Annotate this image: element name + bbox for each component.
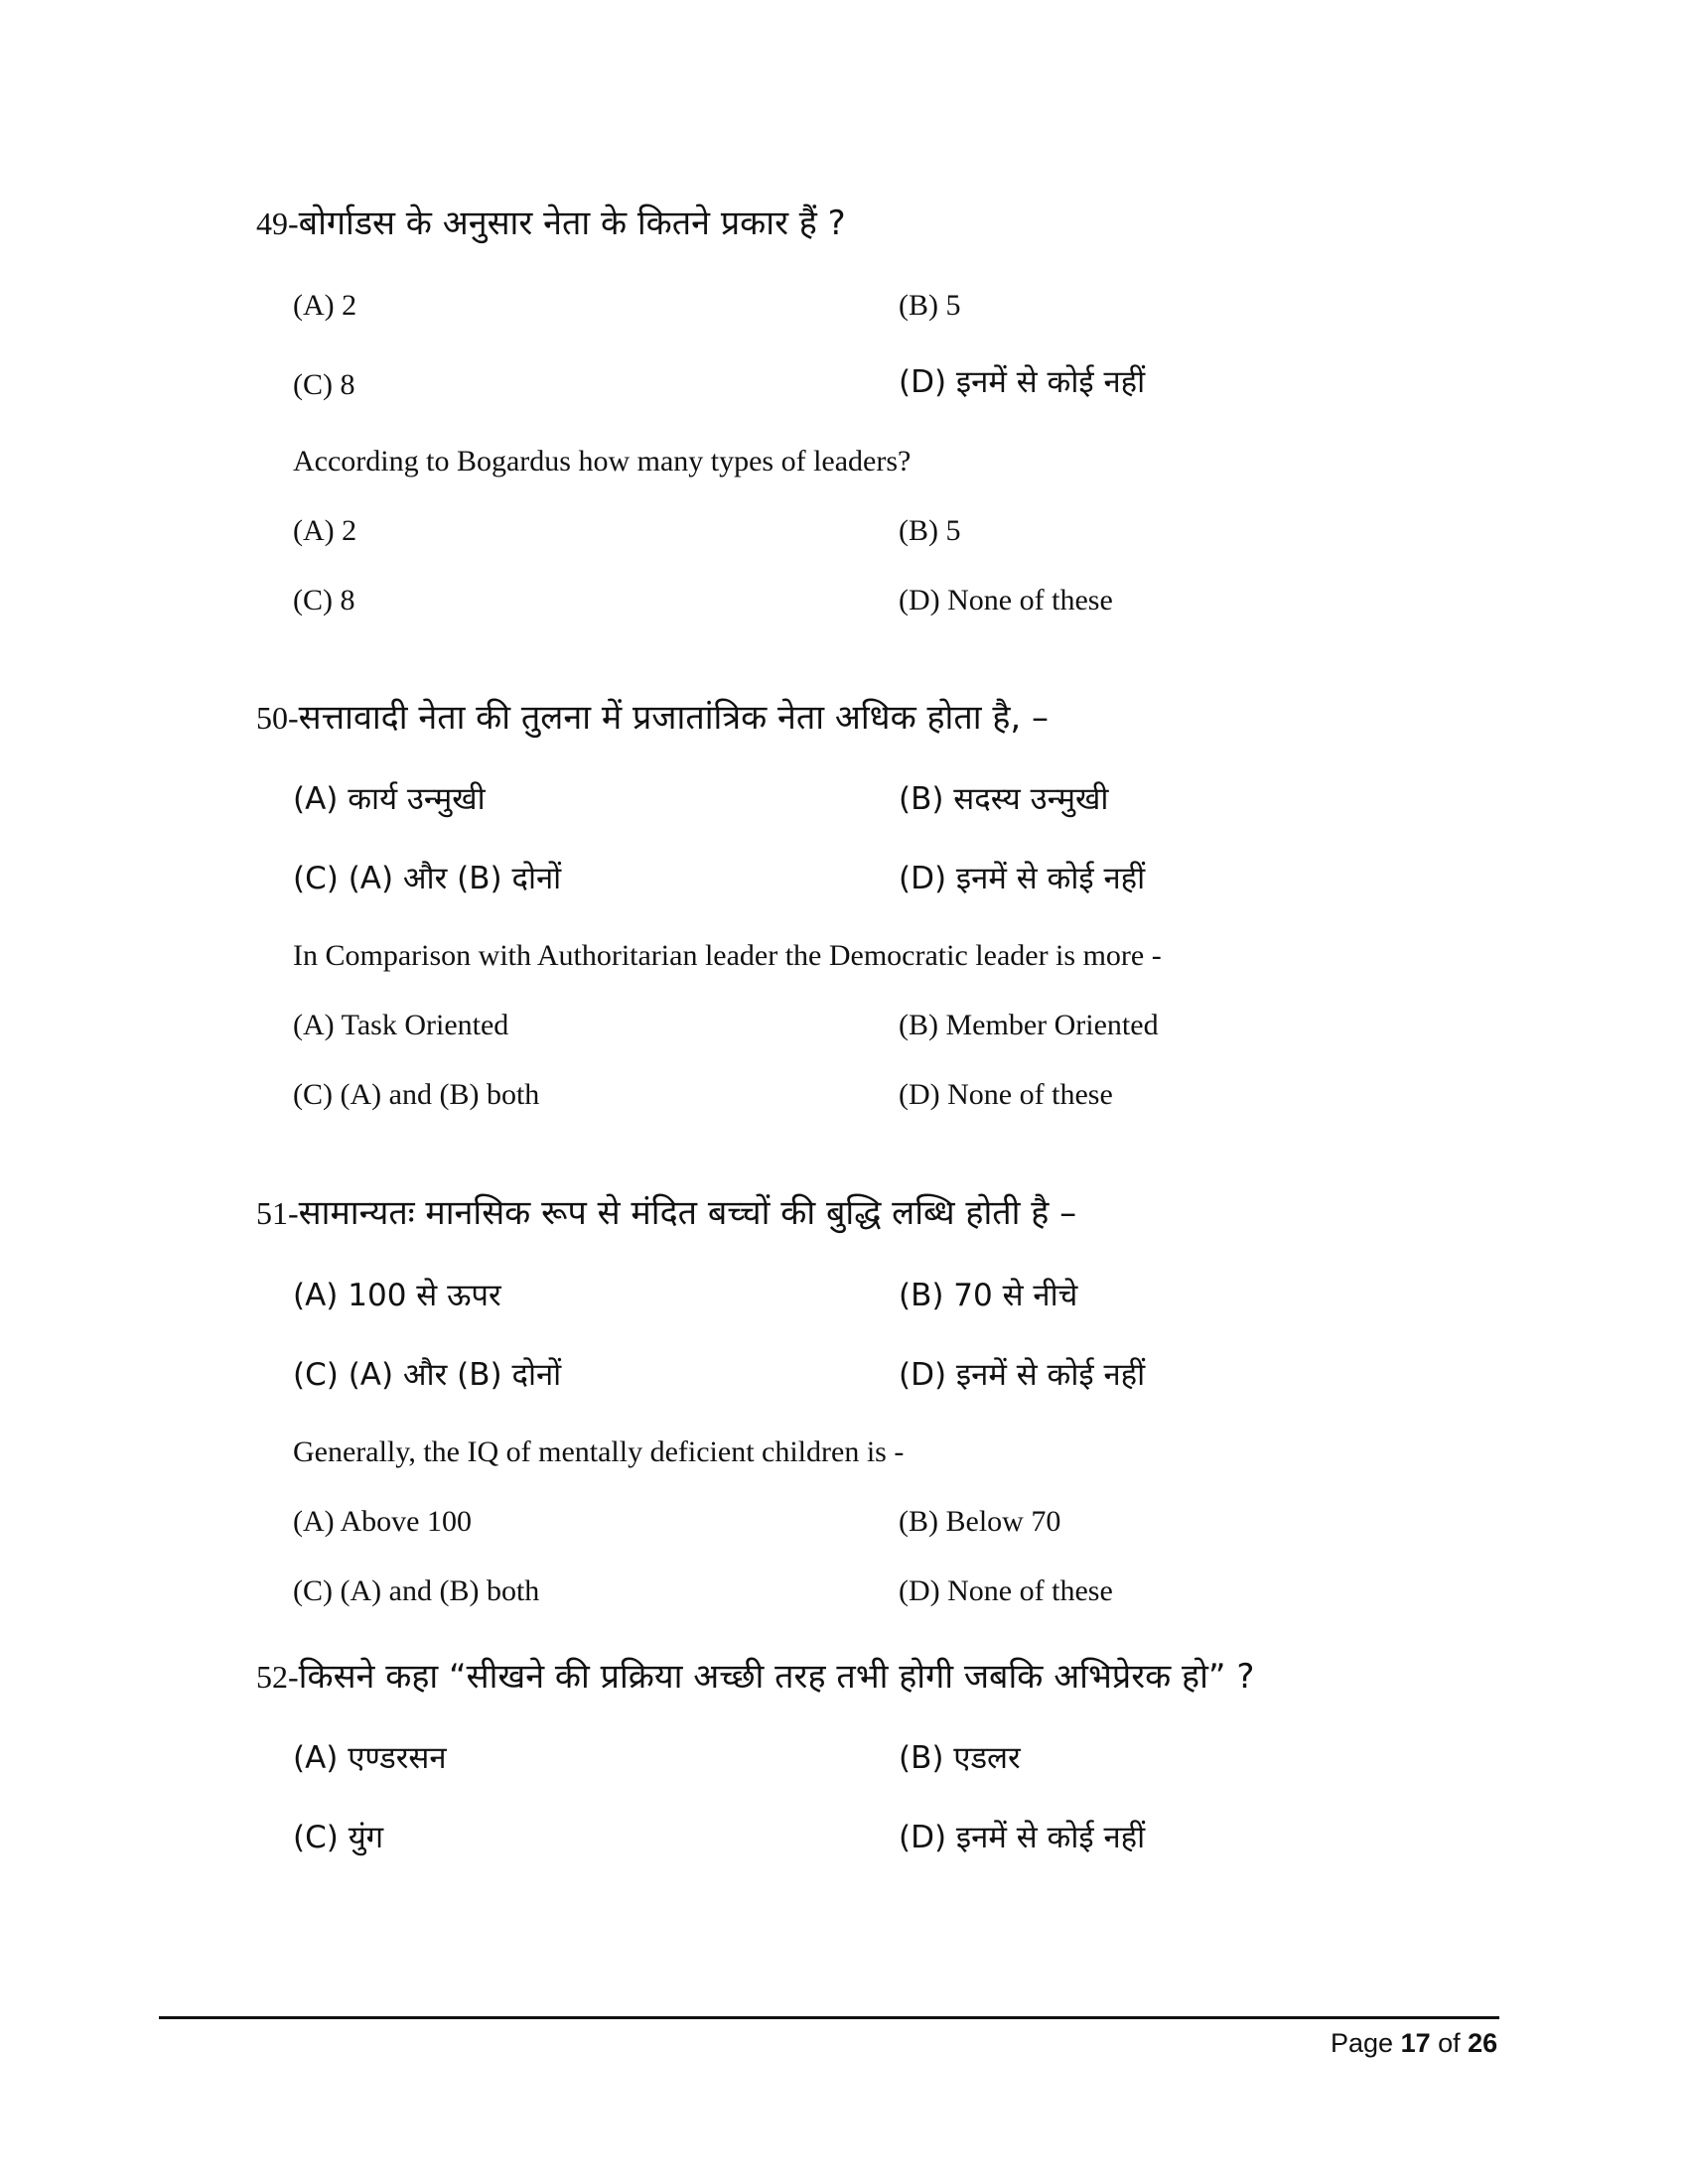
q51-english-option-c: (C) (A) and (B) both [293,1574,540,1607]
q50-english-option-a: (A) Task Oriented [293,1009,509,1041]
question-text: सामान्यतः मानसिक रूप से मंदित बच्चों की बुद्धि लब्धि होती है – [298,1193,1077,1233]
q49-english-option-a: (A) 2 [293,514,357,547]
q50-english-option-d: (D) None of these [899,1078,1113,1111]
current-page: 17 [1400,2028,1431,2058]
q52-hindi-option-a: (A) एण्डरसन [293,1740,447,1776]
q49-hindi-option-d: (D) इनमें से कोई नहीं [899,364,1146,400]
q49-english-option-d: (D) None of these [899,584,1113,616]
q50-english-option-b: (B) Member Oriented [899,1009,1159,1041]
question-number: 49- [256,205,299,241]
total-pages: 26 [1468,2028,1498,2058]
question-text: बोर्गाडस के अनुसार नेता के कितने प्रकार हैं ? [298,204,846,243]
question-number: 50- [256,700,299,736]
q50-hindi-option-d: (D) इनमें से कोई नहीं [899,861,1146,896]
question-52-hindi [256,1657,1255,1697]
question-50-hindi [256,698,1050,738]
q51-english-option-a: (A) Above 100 [293,1505,472,1538]
question-number: 52- [256,1659,299,1695]
q49-english-option-c: (C) 8 [293,584,355,616]
q49-hindi-option-b: (B) 5 [899,289,961,322]
q52-hindi-option-c: (C) युंग [293,1820,384,1855]
question-51-hindi [256,1193,1077,1233]
q52-hindi-option-d: (D) इनमें से कोई नहीं [899,1820,1146,1855]
q49-english-option-b: (B) 5 [899,514,961,547]
q51-hindi-option-d: (D) इनमें से कोई नहीं [899,1357,1146,1393]
question-text: किसने कहा “सीखने की प्रक्रिया अच्छी तरह तभी होगी जबकि अभिप्रेरक हो” ? [298,1657,1255,1697]
footer-divider [159,2016,1499,2019]
question-50-english: In Comparison with Authoritarian leader the Democratic leader is more - [293,939,1162,972]
q52-hindi-option-b: (B) एडलर [899,1740,1021,1776]
q49-hindi-option-c: (C) 8 [293,368,355,401]
q51-hindi-option-a: (A) 100 से ऊपर [293,1278,501,1313]
q49-hindi-option-a: (A) 2 [293,289,357,322]
question-51-english: Generally, the IQ of mentally deficient children is - [293,1435,905,1468]
q51-english-option-b: (B) Below 70 [899,1505,1061,1538]
question-number: 51- [256,1195,299,1231]
question-text: सत्तावादी नेता की तुलना में प्रजातांत्रिक नेता अधिक होता है, – [298,698,1050,738]
q51-english-option-d: (D) None of these [899,1574,1113,1607]
page-number: Page 17 of 26 [1331,2028,1498,2058]
question-49-hindi [256,204,846,243]
q50-hindi-option-b: (B) सदस्य उन्मुखी [899,781,1109,817]
q50-hindi-option-c: (C) (A) और (B) दोनों [293,861,562,896]
q51-hindi-option-b: (B) 70 से नीचे [899,1278,1078,1313]
q50-hindi-option-a: (A) कार्य उन्मुखी [293,781,486,817]
q50-english-option-c: (C) (A) and (B) both [293,1078,540,1111]
question-49-english: According to Bogardus how many types of leaders? [293,445,912,478]
q51-hindi-option-c: (C) (A) और (B) दोनों [293,1357,562,1393]
